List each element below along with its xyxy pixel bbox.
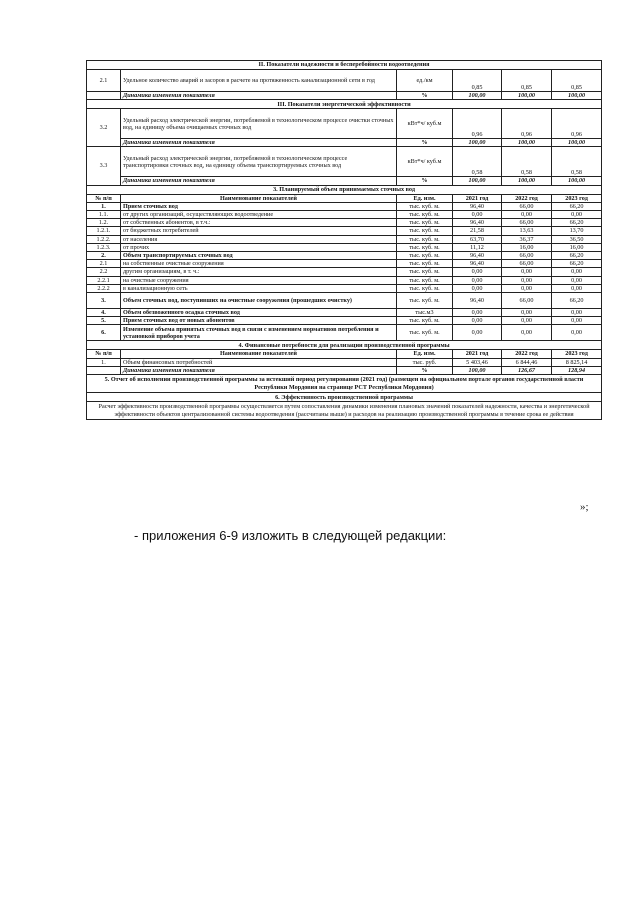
row-name: Удельный расход электрической энергии, потребляемой в технологическом процессе очистки сточных вод, на единицу объема очищаемых сточных вод [121, 109, 397, 139]
value-2023: 66,20 [552, 219, 602, 227]
value-2023: 0,00 [552, 317, 602, 325]
value-2023: 16,00 [552, 243, 602, 251]
table-row [87, 243, 602, 251]
value-2021: 5 403,46 [453, 358, 502, 366]
dynamics-2021: 100,00 [453, 139, 502, 147]
row-unit: тыс. куб. м. [397, 211, 453, 219]
table-row [87, 211, 602, 219]
value-2022: 0,96 [502, 109, 552, 139]
row-unit: тыс. куб. м. [397, 284, 453, 292]
row-unit: тыс. куб. м. [397, 235, 453, 243]
part-3-title-row [87, 185, 602, 194]
amendment-note: - приложения 6-9 изложить в следующей редакции: [134, 528, 447, 543]
value-2023: 0,00 [552, 325, 602, 341]
part-4-title-row [87, 341, 602, 350]
row-unit: тыс.м3 [397, 309, 453, 317]
dynamics-2023: 100,00 [552, 177, 602, 185]
row-number: 1.1. [87, 211, 121, 219]
header-2021: 2021 год [453, 350, 502, 358]
value-2022: 66,00 [502, 293, 552, 309]
table-row [87, 252, 602, 260]
row-name: другим организациям, в т. ч.: [121, 268, 397, 276]
value-2021: 0,85 [453, 70, 502, 92]
section-3-title: III. Показатели энергетической эффективности [87, 100, 602, 109]
value-2023: 0,85 [552, 70, 602, 92]
row-number: 2.2 [87, 268, 121, 276]
value-2023: 8 825,14 [552, 358, 602, 366]
value-2021: 96,40 [453, 202, 502, 210]
table-row [87, 309, 602, 317]
header-2022: 2022 год [502, 350, 552, 358]
value-2023: 0,00 [552, 284, 602, 292]
value-2023: 13,70 [552, 227, 602, 235]
dynamics-label: Динамика изменения показателя [121, 92, 397, 100]
dynamics-2021: 100,00 [453, 92, 502, 100]
value-2022: 0,00 [502, 325, 552, 341]
part-6-title-row [87, 393, 602, 402]
header-2023: 2023 год [552, 350, 602, 358]
table-row [87, 147, 602, 177]
section-3-title-row [87, 100, 602, 109]
value-2022: 66,00 [502, 252, 552, 260]
row-name: от бюджетных потребителей [121, 227, 397, 235]
value-2022: 16,00 [502, 243, 552, 251]
value-2021: 0,58 [453, 147, 502, 177]
value-2021: 96,40 [453, 293, 502, 309]
table-row [87, 358, 602, 366]
value-2021: 11,12 [453, 243, 502, 251]
value-2022: 13,63 [502, 227, 552, 235]
part-6-text: Расчет эффективности производственной программы осуществляется путем сопоставления динамики изменения плановых значений показателей надежности, качества и энергетической эффективности объектов централизованной системы водоотведения (рассчитаны выше) и расходов на реализацию производственной программы в течение срока ее действия [87, 402, 602, 420]
closing-quote: »; [580, 501, 589, 513]
row-unit: тыс. куб. м. [397, 325, 453, 341]
row-number: 6. [87, 325, 121, 341]
section-2-title: II. Показатели надежности и бесперебойности водоотведения [87, 61, 602, 70]
value-2023: 0,00 [552, 276, 602, 284]
row-unit: тыс. куб. м. [397, 202, 453, 210]
part-6-title: 6. Эффективность производственной программы [87, 393, 602, 402]
dynamics-2022: 100,00 [502, 92, 552, 100]
table-row [87, 70, 602, 92]
header-unit: Ед. изм. [397, 350, 453, 358]
value-2023: 66,20 [552, 202, 602, 210]
dynamics-2023: 100,00 [552, 139, 602, 147]
row-name: Прием сточных вод от новых абонентов [121, 317, 397, 325]
row-name: Объем финансовых потребностей [121, 358, 397, 366]
part-3-body [87, 202, 602, 341]
header-name: Наименование показателей [121, 194, 397, 202]
value-2021: 0,00 [453, 211, 502, 219]
row-unit: тыс. куб. м. [397, 293, 453, 309]
row-number: 5. [87, 317, 121, 325]
header-unit: Ед. изм. [397, 194, 453, 202]
table-row [87, 276, 602, 284]
value-2022: 66,00 [502, 202, 552, 210]
row-name: Удельное количество аварий и засоров в расчете на протяженность канализационной сети в год [121, 70, 397, 92]
row-number: 3. [87, 293, 121, 309]
table-row [87, 293, 602, 309]
row-unit: тыс. куб. м. [397, 227, 453, 235]
value-2022: 0,58 [502, 147, 552, 177]
row-unit: тыс. куб. м. [397, 243, 453, 251]
dynamics-row [87, 366, 602, 374]
value-2021: 0,00 [453, 276, 502, 284]
row-unit: тыс. куб. м. [397, 268, 453, 276]
value-2022: 66,00 [502, 260, 552, 268]
table-row [87, 219, 602, 227]
header-num: № п/п [87, 194, 121, 202]
table-row [87, 317, 602, 325]
part-5-text: 5. Отчет об исполнении производственной программы за истекший период регулирования (2021 год) (размещен на официальном портале органов государственной власти Республики Мордовия на странице РСТ Республики Мордовия) [87, 375, 602, 393]
value-2022: 0,00 [502, 317, 552, 325]
row-name: от других организаций, осуществляющих водоотведение [121, 211, 397, 219]
row-name: Изменение объема принятых сточных вод в связи с изменением нормативов потребления и установкой приборов учета [121, 325, 397, 341]
row-name: Объем обезвоженного осадка сточных вод [121, 309, 397, 317]
row-number: 3.3 [87, 147, 121, 185]
row-number: 1.2.3. [87, 243, 121, 251]
dynamics-unit: % [397, 366, 453, 374]
dynamics-2023: 100,00 [552, 92, 602, 100]
value-2022: 0,00 [502, 211, 552, 219]
table-row [87, 235, 602, 243]
row-unit: тыс. куб. м. [397, 276, 453, 284]
dynamics-2022: 100,00 [502, 139, 552, 147]
dynamics-unit: % [397, 92, 453, 100]
value-2023: 0,00 [552, 211, 602, 219]
dynamics-row [87, 92, 602, 100]
value-2021: 21,58 [453, 227, 502, 235]
row-unit: тыс. куб. м. [397, 252, 453, 260]
row-number: 1. [87, 358, 121, 366]
value-2021: 0,00 [453, 317, 502, 325]
dynamics-label: Динамика изменения показателя [121, 177, 397, 185]
dynamics-label: Динамика изменения показателя [121, 366, 397, 374]
row-number: 2.1 [87, 260, 121, 268]
value-2022: 6 844,46 [502, 358, 552, 366]
row-unit: тыс. руб. [397, 358, 453, 366]
dynamics-unit: % [397, 177, 453, 185]
header-num: № п/п [87, 350, 121, 358]
value-2022: 66,00 [502, 219, 552, 227]
header-name: Наименование показателей [121, 350, 397, 358]
table-row [87, 284, 602, 292]
value-2022: 0,00 [502, 309, 552, 317]
row-number: 2.2.1 [87, 276, 121, 284]
row-unit: тыс. куб. м. [397, 317, 453, 325]
table-row [87, 268, 602, 276]
value-2021: 96,40 [453, 219, 502, 227]
empty-cell [87, 366, 121, 374]
table-header-row [87, 350, 602, 358]
row-number: 4. [87, 309, 121, 317]
value-2023: 0,58 [552, 147, 602, 177]
part-4-title: 4. Финансовые потребности для реализации производственной программы [87, 341, 602, 350]
dynamics-2021: 100,00 [453, 366, 502, 374]
value-2021: 0,00 [453, 284, 502, 292]
value-2023: 66,20 [552, 252, 602, 260]
row-name: от прочих [121, 243, 397, 251]
value-2023: 0,96 [552, 109, 602, 139]
row-number: 1. [87, 202, 121, 210]
row-name: Удельный расход электрической энергии, потребляемой в технологическом процессе транспортировки сточных вод, на единицу объема транспортируемых сточных вод [121, 147, 397, 177]
value-2023: 0,00 [552, 268, 602, 276]
part-6-row [87, 402, 602, 420]
table-header-row [87, 194, 602, 202]
table-row [87, 109, 602, 139]
row-number: 1.2. [87, 219, 121, 227]
row-unit: кВт*ч/ куб.м [397, 109, 453, 139]
dynamics-row [87, 177, 602, 185]
value-2023: 66,20 [552, 260, 602, 268]
dynamics-row [87, 139, 602, 147]
row-unit: кВт*ч/ куб.м [397, 147, 453, 177]
header-2023: 2023 год [552, 194, 602, 202]
value-2023: 0,00 [552, 309, 602, 317]
row-number: 1.2.2. [87, 235, 121, 243]
row-number: 3.2 [87, 109, 121, 147]
table-row [87, 227, 602, 235]
row-name: от населения [121, 235, 397, 243]
row-name: от собственных абонентов, в т.ч.: [121, 219, 397, 227]
row-name: Объем транспортируемых сточных вод [121, 252, 397, 260]
row-number: 2.1 [87, 70, 121, 92]
row-name: Объем сточных вод, поступивших на очистные сооружения (прошедших очистку) [121, 293, 397, 309]
table-row [87, 325, 602, 341]
row-number: 2.2.2 [87, 284, 121, 292]
value-2021: 96,40 [453, 260, 502, 268]
dynamics-2021: 100,00 [453, 177, 502, 185]
dynamics-label: Динамика изменения показателя [121, 139, 397, 147]
row-name: в канализационную сеть [121, 284, 397, 292]
value-2021: 0,96 [453, 109, 502, 139]
row-name: Прием сточных вод [121, 202, 397, 210]
value-2022: 0,00 [502, 268, 552, 276]
value-2021: 0,00 [453, 268, 502, 276]
value-2021: 0,00 [453, 325, 502, 341]
row-unit: тыс. куб. м. [397, 260, 453, 268]
value-2021: 0,00 [453, 309, 502, 317]
value-2023: 36,50 [552, 235, 602, 243]
row-name: на очистные сооружения [121, 276, 397, 284]
part-3-title: 3. Планируемый объем принимаемых сточных вод [87, 185, 602, 194]
row-unit: тыс. куб. м. [397, 219, 453, 227]
value-2022: 0,85 [502, 70, 552, 92]
dynamics-2022: 100,00 [502, 177, 552, 185]
value-2021: 63,70 [453, 235, 502, 243]
dynamics-2022: 126,67 [502, 366, 552, 374]
row-name: на собственные очистные сооружения [121, 260, 397, 268]
part-5-row [87, 375, 602, 393]
row-unit: ед./км [397, 70, 453, 92]
row-number: 1.2.1. [87, 227, 121, 235]
dynamics-2023: 128,94 [552, 366, 602, 374]
value-2022: 0,00 [502, 276, 552, 284]
table-row [87, 260, 602, 268]
document-page [86, 60, 601, 420]
table-row [87, 202, 602, 210]
header-2021: 2021 год [453, 194, 502, 202]
row-number: 2. [87, 252, 121, 260]
value-2022: 0,00 [502, 284, 552, 292]
header-2022: 2022 год [502, 194, 552, 202]
value-2021: 96,40 [453, 252, 502, 260]
section-2-title-row [87, 61, 602, 70]
dynamics-unit: % [397, 139, 453, 147]
value-2023: 66,20 [552, 293, 602, 309]
empty-cell [87, 92, 121, 100]
value-2022: 36,37 [502, 235, 552, 243]
program-table [86, 60, 602, 420]
